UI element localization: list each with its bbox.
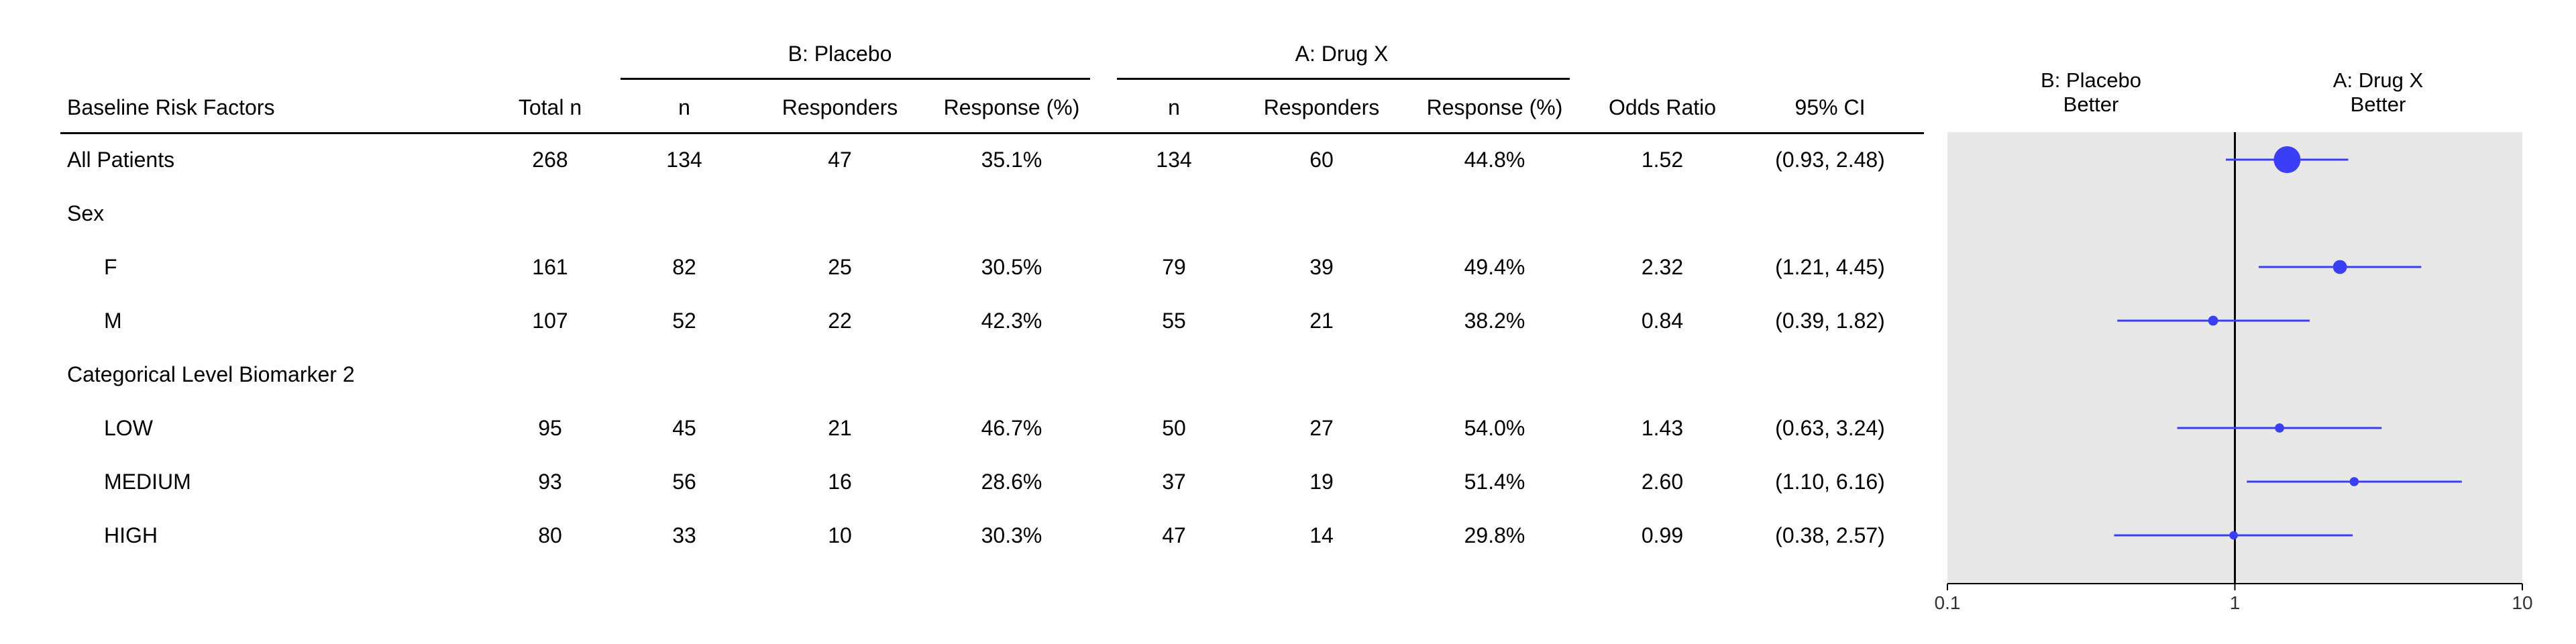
group-header-drug-x: A: Drug X	[1295, 42, 1389, 66]
x-tick-label: 0.1	[1934, 592, 1961, 613]
cell-b-n: 134	[666, 148, 702, 172]
point-low	[2275, 423, 2284, 433]
cell-total: 268	[532, 148, 568, 172]
cell-b-n: 82	[672, 255, 696, 279]
cell-a-resp: 60	[1309, 148, 1334, 172]
cell-a-pct: 29.8%	[1464, 523, 1525, 547]
column-header-label: Baseline Risk Factors	[67, 95, 275, 119]
cell-or: 1.52	[1641, 148, 1684, 172]
cell-b-pct: 35.1%	[981, 148, 1042, 172]
cell-b-resp: 47	[828, 148, 852, 172]
cell-b-pct: 42.3%	[981, 309, 1042, 333]
column-header-b-resp: Responders	[782, 95, 898, 119]
cell-ci: (0.63, 3.24)	[1775, 416, 1885, 440]
cell-b-resp: 16	[828, 470, 852, 494]
point-high	[2229, 531, 2238, 540]
cell-a-pct: 38.2%	[1464, 309, 1525, 333]
column-header-a-resp: Responders	[1263, 95, 1380, 119]
cell-a-resp: 27	[1309, 416, 1334, 440]
point-medium	[2350, 477, 2359, 486]
cell-ci: (0.38, 2.57)	[1775, 523, 1885, 547]
cell-a-n: 37	[1162, 470, 1186, 494]
cell-b-n: 33	[672, 523, 696, 547]
cell-ci: (0.93, 2.48)	[1775, 148, 1885, 172]
cell-b-pct: 30.3%	[981, 523, 1042, 547]
cell-b-resp: 22	[828, 309, 852, 333]
cell-a-resp: 21	[1309, 309, 1334, 333]
cell-ci: (1.10, 6.16)	[1775, 470, 1885, 494]
cell-a-n: 47	[1162, 523, 1186, 547]
column-header-b-n: n	[678, 95, 690, 119]
cell-b-resp: 21	[828, 416, 852, 440]
row-label: F	[104, 255, 117, 279]
cell-a-resp: 14	[1309, 523, 1334, 547]
x-tick-label: 1	[2229, 592, 2241, 613]
favors-drug-x-label: A: Drug X	[2332, 68, 2424, 92]
point-all-patients	[2273, 146, 2300, 173]
favors-placebo-label: B: Placebo	[2041, 68, 2141, 92]
cell-ci: (0.39, 1.82)	[1775, 309, 1885, 333]
group-header-placebo: B: Placebo	[788, 42, 892, 66]
cell-ci: (1.21, 4.45)	[1775, 255, 1885, 279]
cell-or: 2.32	[1641, 255, 1684, 279]
column-header-or: Odds Ratio	[1608, 95, 1717, 119]
cell-b-pct: 30.5%	[981, 255, 1042, 279]
cell-a-n: 50	[1162, 416, 1186, 440]
cell-a-n: 134	[1156, 148, 1192, 172]
cell-total: 161	[532, 255, 568, 279]
cell-b-resp: 25	[828, 255, 852, 279]
cell-b-pct: 46.7%	[981, 416, 1042, 440]
row-label: Sex	[67, 201, 105, 225]
cell-or: 2.60	[1641, 470, 1684, 494]
row-label: Categorical Level Biomarker 2	[67, 362, 355, 386]
point-m	[2208, 316, 2218, 326]
cell-a-pct: 51.4%	[1464, 470, 1525, 494]
row-label: LOW	[104, 416, 153, 440]
cell-a-pct: 54.0%	[1464, 416, 1525, 440]
cell-total: 93	[538, 470, 562, 494]
cell-b-n: 45	[672, 416, 696, 440]
favors-drug-x-label: Better	[2350, 93, 2406, 116]
cell-b-resp: 10	[828, 523, 852, 547]
column-header-b-pct: Response (%)	[943, 95, 1080, 119]
x-tick-label: 10	[2512, 592, 2533, 613]
row-label: MEDIUM	[104, 470, 191, 494]
cell-a-n: 55	[1162, 309, 1186, 333]
column-header-a-n: n	[1168, 95, 1180, 119]
cell-a-pct: 49.4%	[1464, 255, 1525, 279]
cell-total: 95	[538, 416, 562, 440]
cell-b-n: 52	[672, 309, 696, 333]
cell-or: 0.99	[1641, 523, 1684, 547]
cell-or: 0.84	[1641, 309, 1684, 333]
cell-b-n: 56	[672, 470, 696, 494]
cell-a-n: 79	[1162, 255, 1186, 279]
cell-a-resp: 39	[1309, 255, 1334, 279]
row-label: M	[104, 309, 122, 333]
row-label: All Patients	[67, 148, 175, 172]
point-f	[2333, 260, 2347, 274]
column-header-ci: 95% CI	[1794, 95, 1866, 119]
cell-a-resp: 19	[1309, 470, 1334, 494]
cell-or: 1.43	[1641, 416, 1684, 440]
cell-total: 107	[532, 309, 568, 333]
column-header-total-n: Total n	[518, 95, 582, 119]
cell-b-pct: 28.6%	[981, 470, 1042, 494]
cell-a-pct: 44.8%	[1464, 148, 1525, 172]
column-header-a-pct: Response (%)	[1426, 95, 1563, 119]
cell-total: 80	[538, 523, 562, 547]
favors-placebo-label: Better	[2063, 93, 2119, 116]
row-label: HIGH	[104, 523, 158, 547]
